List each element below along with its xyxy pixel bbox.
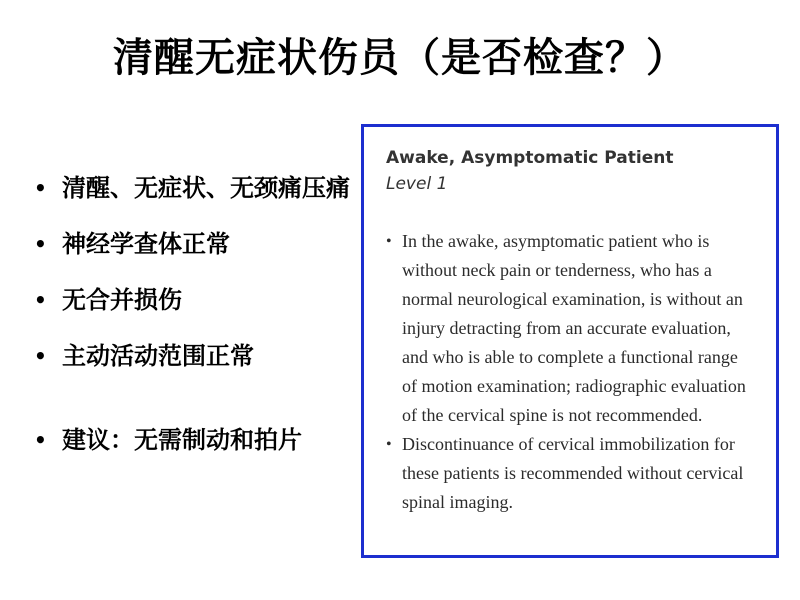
bullet-dot-icon: • <box>34 288 47 312</box>
guideline-excerpt-box <box>361 124 779 558</box>
bullet-dot-icon: • <box>34 428 47 452</box>
excerpt-bullet-icon: • <box>386 233 392 250</box>
bullet-item-recommendation <box>34 420 354 460</box>
bullet-text: 清醒、无症状、无颈痛压痛 <box>62 174 350 202</box>
excerpt-heading: Awake, Asymptomatic Patient <box>386 148 674 168</box>
bullet-list <box>34 168 354 460</box>
excerpt-recommendation <box>386 430 752 517</box>
excerpt-recommendation-text: Discontinuance of cervical immobilization for these patients is recommended without cervical spinal imaging. <box>402 434 744 512</box>
slide-title: 清醒无症状伤员（是否检查？） <box>113 35 687 81</box>
bullet-item <box>34 224 354 264</box>
bullet-item <box>34 280 354 320</box>
excerpt-recommendation <box>386 227 752 430</box>
bullet-text: 主动活动范围正常 <box>62 342 254 370</box>
bullet-dot-icon: • <box>34 344 47 368</box>
excerpt-evidence-level: Level 1 <box>386 174 448 194</box>
bullet-text: 无合并损伤 <box>62 286 182 314</box>
bullet-dot-icon: • <box>34 232 47 256</box>
bullet-item <box>34 168 354 208</box>
bullet-item <box>34 336 354 376</box>
bullet-dot-icon: • <box>34 176 47 200</box>
excerpt-recommendation-text: In the awake, asymptomatic patient who is without neck pain or tenderness, who has a normal neurological examination, is without an injury detracting from an accurate evaluation, and who is able to complete a functional range of motion examination; radiographic evaluation of the cervical spine is not recommended. <box>402 231 746 425</box>
excerpt-recommendation-list <box>386 227 752 517</box>
bullet-text: 神经学查体正常 <box>62 230 230 258</box>
excerpt-bullet-icon: • <box>386 436 392 453</box>
bullet-text: 建议：无需制动和拍片 <box>62 426 302 454</box>
